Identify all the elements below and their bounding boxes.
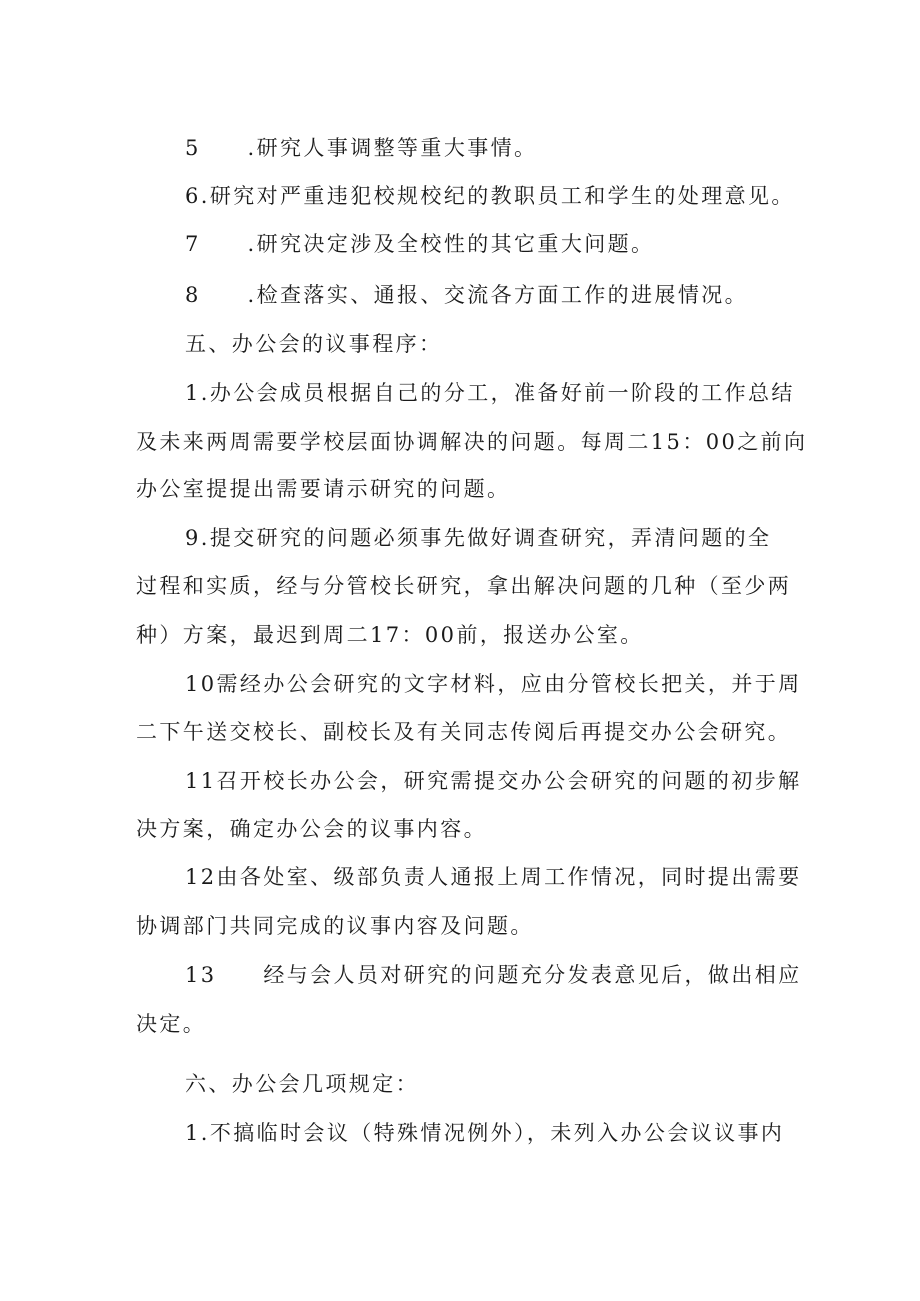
list-item-7: 7 .研究决定涉及全校性的其它重大问题。 [185,232,655,256]
paragraph-line: 12由各处室、级部负责人通报上周工作情况，同时提出需要 [185,865,802,889]
section-heading-six: 六、办公会几项规定： [185,1072,419,1096]
section-heading-five: 五、办公会的议事程序： [185,332,443,356]
paragraph-line: 9.提交研究的问题必须事先做好调查研究，弄清问题的全 [185,526,772,550]
paragraph-line: 决定。 [136,1012,207,1036]
paragraph-line: 种）方案，最迟到周二17：00前，报送办公室。 [136,623,644,647]
paragraph-line: 13 经与会人员对研究的问题充分发表意见后，做出相应 [185,963,802,987]
paragraph-line: 办公室提提出需要请示研究的问题。 [136,477,511,501]
paragraph-line: 及未来两周需要学校层面协调解决的问题。每周二15：00之前向 [136,430,808,454]
paragraph-line: 1.办公会成员根据自己的分工，准备好前一阶段的工作总结 [185,381,795,405]
list-item-5: 5 .研究人事调整等重大事情。 [185,136,538,160]
paragraph-line: 11召开校长办公会，研究需提交办公会研究的问题的初步解 [185,769,802,793]
paragraph-line: 协调部门共同完成的议事内容及问题。 [136,914,534,938]
paragraph-line: 过程和实质，经与分管校长研究，拿出解决问题的几种（至少两 [136,574,792,598]
paragraph-line: 二下午送交校长、副校长及有关同志传阅后再提交办公会研究。 [136,720,792,744]
paragraph-line: 1.不搞临时会议（特殊情况例外），未列入办公会议议事内 [185,1121,785,1145]
list-item-6: 6.研究对严重违犯校规校纪的教职员工和学生的处理意见。 [185,184,795,208]
paragraph-line: 决方案，确定办公会的议事内容。 [136,817,487,841]
paragraph-line: 10需经办公会研究的文字材料，应由分管校长把关，并于周 [185,672,802,696]
list-item-8: 8 .检查落实、通报、交流各方面工作的进展情况。 [185,283,749,307]
